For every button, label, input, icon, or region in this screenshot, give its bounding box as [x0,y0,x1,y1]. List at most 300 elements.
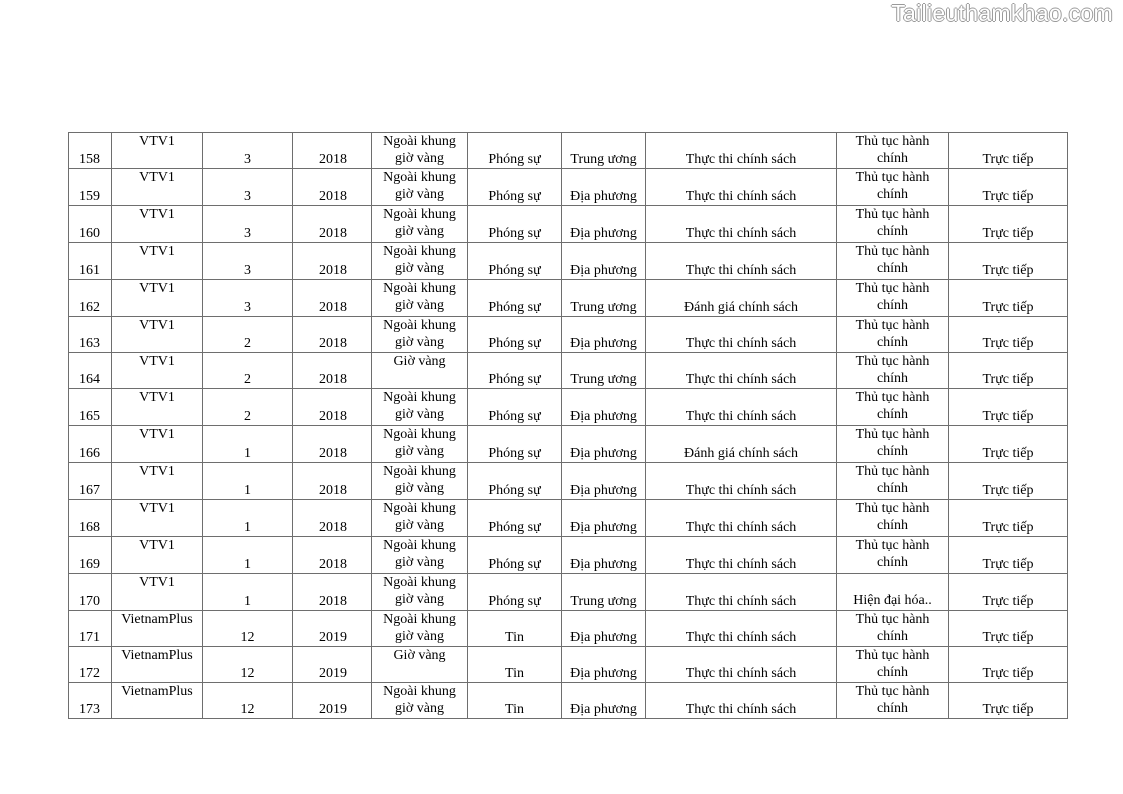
level-cell [562,389,646,426]
year-cell [293,169,372,206]
field-cell [837,243,949,280]
genre-value: Phóng sự [488,189,541,204]
row-number-cell [69,243,112,280]
field-line-1: Thủ tục hành [855,281,930,296]
month-cell [203,463,293,500]
field-cell [837,353,949,389]
genre-cell [468,243,562,280]
time-slot-line-1: Ngoài khung [383,427,456,442]
year-value: 2018 [319,152,347,167]
year-cell [293,683,372,719]
month-cell [203,169,293,206]
form-cell [949,280,1068,317]
year-value: 2018 [319,372,347,387]
channel-cell [112,611,203,647]
time-slot-cell [372,611,468,647]
time-slot-line-1: Ngoài khung [383,281,456,296]
channel-name: VietnamPlus [121,648,193,663]
table-row [69,317,1068,353]
genre-value: Tin [505,702,524,717]
month-value: 3 [244,152,251,167]
form-cell [949,500,1068,537]
genre-value: Phóng sự [488,409,541,424]
level-value: Trung ương [570,300,637,315]
field-line-2: chính [876,298,909,313]
form-cell [949,133,1068,169]
genre-cell [468,611,562,647]
table-row [69,647,1068,683]
row-number-cell [69,353,112,389]
form-value: Trực tiếp [982,483,1034,498]
field-line-2: chính [876,151,909,166]
genre-cell [468,169,562,206]
time-slot-line-1: Ngoài khung [383,134,456,149]
month-value: 3 [244,263,251,278]
row-number-cell [69,206,112,243]
channel-cell [112,169,203,206]
year-cell [293,280,372,317]
table-row [69,574,1068,611]
time-slot-line-2: giờ vàng [394,518,444,533]
row-number-cell [69,317,112,353]
topic-value: Thực thi chính sách [685,557,797,572]
level-value: Địa phương [570,557,637,572]
month-value: 12 [240,630,255,645]
month-value: 1 [244,446,251,461]
form-value: Trực tiếp [982,372,1034,387]
channel-name: VTV1 [139,464,175,479]
month-cell [203,353,293,389]
table-row [69,611,1068,647]
row-number: 173 [79,702,100,717]
topic-value: Thực thi chính sách [685,336,797,351]
level-value: Địa phương [570,446,637,461]
table-row [69,500,1068,537]
form-value: Trực tiếp [982,336,1034,351]
form-value: Trực tiếp [982,520,1034,535]
level-value: Trung ương [570,594,637,609]
form-cell [949,169,1068,206]
form-cell [949,463,1068,500]
month-cell [203,647,293,683]
genre-value: Phóng sự [488,152,541,167]
level-value: Địa phương [570,483,637,498]
topic-value: Thực thi chính sách [685,520,797,535]
field-cell [837,389,949,426]
genre-value: Phóng sự [488,446,541,461]
form-value: Trực tiếp [982,630,1034,645]
table-body [69,133,1068,719]
month-value: 3 [244,226,251,241]
time-slot-line-2: giờ vàng [394,444,444,459]
level-value: Địa phương [570,226,637,241]
table-row [69,243,1068,280]
topic-value: Thực thi chính sách [685,630,797,645]
level-cell [562,683,646,719]
row-number: 159 [79,189,100,204]
topic-value: Thực thi chính sách [685,483,797,498]
field-line-1: Thủ tục hành [855,427,930,442]
time-slot-line-1: Ngoài khung [383,464,456,479]
level-value: Trung ương [570,152,637,167]
field-line-2: chính [876,261,909,276]
time-slot-line-2: giờ vàng [394,335,444,350]
field-cell [837,683,949,719]
table-row [69,353,1068,389]
form-value: Trực tiếp [982,189,1034,204]
topic-value: Thực thi chính sách [685,666,797,681]
month-cell [203,426,293,463]
genre-value: Tin [505,630,524,645]
field-cell [837,500,949,537]
time-slot-line-1: Ngoài khung [383,612,456,627]
watermark-text: Tailieuthamkhao.com [891,0,1113,26]
year-cell [293,317,372,353]
year-value: 2018 [319,336,347,351]
field-line-2: chính [876,629,909,644]
row-number-cell [69,574,112,611]
year-value: 2018 [319,594,347,609]
year-value: 2019 [319,702,347,717]
field-line-2: chính [876,518,909,533]
row-number-cell [69,280,112,317]
form-cell [949,574,1068,611]
channel-cell [112,647,203,683]
year-value: 2018 [319,520,347,535]
topic-cell [646,683,837,719]
month-cell [203,500,293,537]
level-value: Địa phương [570,702,637,717]
month-value: 1 [244,557,251,572]
level-value: Địa phương [570,263,637,278]
level-cell [562,463,646,500]
time-slot-line-1: Ngoài khung [383,575,456,590]
table-row [69,389,1068,426]
channel-name: VTV1 [139,170,175,185]
row-number: 167 [79,483,100,498]
topic-cell [646,537,837,574]
month-cell [203,683,293,719]
genre-cell [468,500,562,537]
time-slot-line-2: giờ vàng [394,298,444,313]
channel-name: VTV1 [139,134,175,149]
field-line-1: Thủ tục hành [855,684,930,699]
topic-value: Đánh giá chính sách [684,446,798,461]
level-value: Địa phương [570,409,637,424]
form-cell [949,426,1068,463]
row-number-cell [69,426,112,463]
field-cell [837,537,949,574]
topic-cell [646,133,837,169]
field-line-2: chính [876,555,909,570]
month-value: 2 [244,409,251,424]
field-line-2: chính [876,224,909,239]
genre-cell [468,353,562,389]
month-cell [203,133,293,169]
form-value: Trực tiếp [982,263,1034,278]
month-cell [203,611,293,647]
topic-cell [646,611,837,647]
form-value: Trực tiếp [982,702,1034,717]
row-number-cell [69,133,112,169]
row-number-cell [69,389,112,426]
level-cell [562,353,646,389]
year-cell [293,463,372,500]
year-value: 2019 [319,666,347,681]
year-cell [293,133,372,169]
form-value: Trực tiếp [982,300,1034,315]
row-number: 158 [79,152,100,167]
time-slot-cell [372,463,468,500]
year-value: 2018 [319,446,347,461]
row-number-cell [69,611,112,647]
time-slot-line-2: giờ vàng [394,555,444,570]
channel-name: VietnamPlus [121,684,193,699]
month-cell [203,317,293,353]
channel-name: VTV1 [139,575,175,590]
time-slot-cell [372,683,468,719]
month-value: 3 [244,189,251,204]
level-cell [562,611,646,647]
time-slot-cell [372,389,468,426]
year-cell [293,574,372,611]
channel-cell [112,317,203,353]
time-slot-line-1: Giờ vàng [393,648,446,663]
topic-value: Thực thi chính sách [685,263,797,278]
genre-value: Phóng sự [488,300,541,315]
level-cell [562,206,646,243]
genre-value: Phóng sự [488,226,541,241]
genre-value: Phóng sự [488,336,541,351]
field-line-1: Thủ tục hành [855,648,930,663]
time-slot-cell [372,500,468,537]
topic-cell [646,353,837,389]
genre-value: Phóng sự [488,520,541,535]
level-cell [562,133,646,169]
field-line-1: Thủ tục hành [855,244,930,259]
topic-cell [646,206,837,243]
genre-cell [468,463,562,500]
month-cell [203,389,293,426]
row-number: 168 [79,520,100,535]
form-cell [949,353,1068,389]
month-value: 2 [244,372,251,387]
field-line-1: Thủ tục hành [855,207,930,222]
form-cell [949,389,1068,426]
time-slot-cell [372,133,468,169]
channel-name: VTV1 [139,318,175,333]
time-slot-line-2: giờ vàng [394,224,444,239]
year-cell [293,647,372,683]
level-cell [562,574,646,611]
time-slot-line-2: giờ vàng [394,701,444,716]
month-value: 12 [240,666,255,681]
year-cell [293,389,372,426]
time-slot-cell [372,280,468,317]
row-number: 161 [79,263,100,278]
field-line-2: chính [876,444,909,459]
channel-name: VTV1 [139,538,175,553]
time-slot-line-2: giờ vàng [394,592,444,607]
channel-cell [112,537,203,574]
field-cell [837,463,949,500]
topic-value: Đánh giá chính sách [684,300,798,315]
time-slot-cell [372,426,468,463]
year-cell [293,426,372,463]
field-cell [837,133,949,169]
channel-cell [112,500,203,537]
month-cell [203,574,293,611]
month-value: 1 [244,483,251,498]
genre-value: Phóng sự [488,372,541,387]
channel-name: VTV1 [139,281,175,296]
form-cell [949,243,1068,280]
year-cell [293,537,372,574]
topic-cell [646,389,837,426]
genre-cell [468,206,562,243]
channel-name: VTV1 [139,427,175,442]
genre-value: Tin [505,666,524,681]
level-cell [562,280,646,317]
field-line-2: chính [876,701,909,716]
year-value: 2018 [319,226,347,241]
field-cell [837,206,949,243]
level-value: Địa phương [570,630,637,645]
row-number: 163 [79,336,100,351]
channel-cell [112,206,203,243]
row-number: 160 [79,226,100,241]
form-cell [949,317,1068,353]
row-number-cell [69,500,112,537]
topic-cell [646,647,837,683]
row-number-cell [69,463,112,500]
time-slot-line-2: giờ vàng [394,151,444,166]
genre-value: Phóng sự [488,263,541,278]
channel-name: VTV1 [139,501,175,516]
genre-cell [468,574,562,611]
topic-cell [646,500,837,537]
channel-cell [112,353,203,389]
genre-value: Phóng sự [488,594,541,609]
field-line-2: chính [876,335,909,350]
field-cell [837,611,949,647]
table-row [69,206,1068,243]
channel-name: VietnamPlus [121,612,193,627]
field-line-1: Thủ tục hành [855,354,930,369]
form-value: Trực tiếp [982,557,1034,572]
field-line-1: Thủ tục hành [855,464,930,479]
form-cell [949,611,1068,647]
year-value: 2018 [319,300,347,315]
row-number: 162 [79,300,100,315]
row-number-cell [69,169,112,206]
table-row [69,133,1068,169]
level-cell [562,169,646,206]
field-line-1: Thủ tục hành [855,318,930,333]
table-row [69,426,1068,463]
field-line-1: Thủ tục hành [855,134,930,149]
form-value: Trực tiếp [982,226,1034,241]
year-value: 2019 [319,630,347,645]
month-value: 1 [244,520,251,535]
topic-value: Thực thi chính sách [685,372,797,387]
channel-name: VTV1 [139,207,175,222]
time-slot-cell [372,317,468,353]
form-value: Trực tiếp [982,152,1034,167]
genre-cell [468,537,562,574]
channel-cell [112,463,203,500]
table-row [69,280,1068,317]
topic-value: Thực thi chính sách [685,702,797,717]
topic-value: Thực thi chính sách [685,594,797,609]
time-slot-line-1: Ngoài khung [383,207,456,222]
table-row [69,463,1068,500]
topic-cell [646,574,837,611]
genre-cell [468,317,562,353]
row-number: 169 [79,557,100,572]
month-value: 2 [244,336,251,351]
row-number: 164 [79,372,100,387]
form-value: Trực tiếp [982,594,1034,609]
year-cell [293,353,372,389]
level-value: Trung ương [570,372,637,387]
channel-cell [112,683,203,719]
channel-cell [112,280,203,317]
time-slot-cell [372,647,468,683]
form-cell [949,206,1068,243]
channel-cell [112,426,203,463]
time-slot-cell [372,243,468,280]
topic-cell [646,169,837,206]
form-cell [949,537,1068,574]
genre-cell [468,389,562,426]
topic-cell [646,317,837,353]
topic-value: Thực thi chính sách [685,189,797,204]
row-number-cell [69,647,112,683]
field-cell [837,647,949,683]
form-value: Trực tiếp [982,666,1034,681]
form-value: Trực tiếp [982,409,1034,424]
table-row [69,169,1068,206]
time-slot-cell [372,169,468,206]
genre-cell [468,280,562,317]
genre-cell [468,647,562,683]
time-slot-line-1: Ngoài khung [383,318,456,333]
year-value: 2018 [319,557,347,572]
year-value: 2018 [319,409,347,424]
form-value: Trực tiếp [982,446,1034,461]
month-cell [203,243,293,280]
time-slot-line-1: Ngoài khung [383,501,456,516]
time-slot-line-2: giờ vàng [394,481,444,496]
genre-cell [468,683,562,719]
field-line-1: Thủ tục hành [855,501,930,516]
topic-value: Thực thi chính sách [685,152,797,167]
level-value: Địa phương [570,520,637,535]
time-slot-line-1: Ngoài khung [383,244,456,259]
topic-cell [646,280,837,317]
topic-value: Thực thi chính sách [685,226,797,241]
time-slot-line-2: giờ vàng [394,261,444,276]
channel-cell [112,243,203,280]
month-value: 3 [244,300,251,315]
table-row [69,537,1068,574]
topic-cell [646,463,837,500]
topic-value: Thực thi chính sách [685,409,797,424]
field-cell [837,426,949,463]
row-number: 166 [79,446,100,461]
year-value: 2018 [319,189,347,204]
